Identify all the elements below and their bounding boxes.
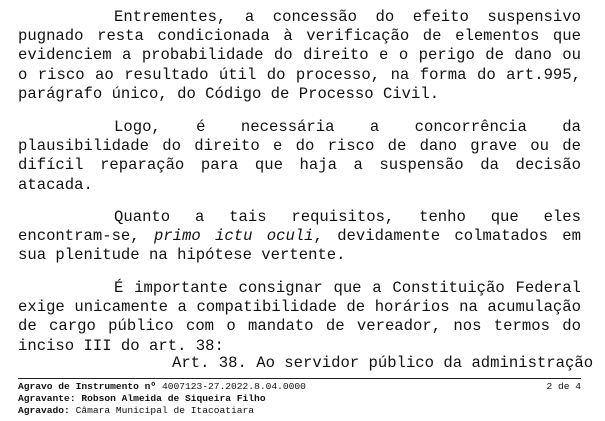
appellant-name: Robson Almeida de Siqueira Filho [81, 393, 266, 404]
paragraph-suspensive-effect: Entrementes, a concessão do efeito suspensivo pugnado resta condicionada à verificação de elementos que evidenciem a probabilidade do direito e o perigo de dano ou o risco ao resultado útil do processo, na forma do art.995, parágrafo único, do Código de Processo Civil. [18, 8, 581, 103]
case-number: 4007123-27.2022.8.04.0000 [161, 381, 306, 392]
case-label: Agravo de Instrumento nº [18, 381, 157, 392]
latin-phrase: primo ictu oculi [153, 227, 314, 246]
paragraph-requirements [18, 208, 581, 266]
quoted-article: Art. 38. Ao servidor público da administração [172, 354, 594, 372]
appellant-label: Agravante: [18, 393, 76, 404]
respondent-name: Câmara Municipal de Itacoatiara [75, 405, 255, 416]
requirements-text-end: , devidamente colmatados em sua plenitude na hipótese vertente. [18, 227, 581, 265]
footer-respondent-line [18, 405, 581, 417]
respondent-label: Agravado: [18, 405, 70, 416]
footer-appellant-line [18, 393, 581, 405]
page-indicator: 2 de 4 [546, 381, 581, 392]
requirements-text-start: Quanto a tais requisitos, tenho que eles encontram-se, [18, 208, 581, 246]
footer-divider [18, 378, 581, 379]
paragraph-plausibility: Logo, é necessária a concorrência da plausibilidade do direito e do risco de dano grave ou de difícil reparação para que haja a suspensão da decisão atacada. [18, 118, 581, 194]
paragraph-constitution: É importante consignar que a Constituição Federal exige unicamente a compatibilidade de horários na acumulação de cargo público com o mandato de vereador, nos termos do inciso III do art. 38: [18, 279, 581, 355]
footer-case-line [18, 381, 581, 393]
